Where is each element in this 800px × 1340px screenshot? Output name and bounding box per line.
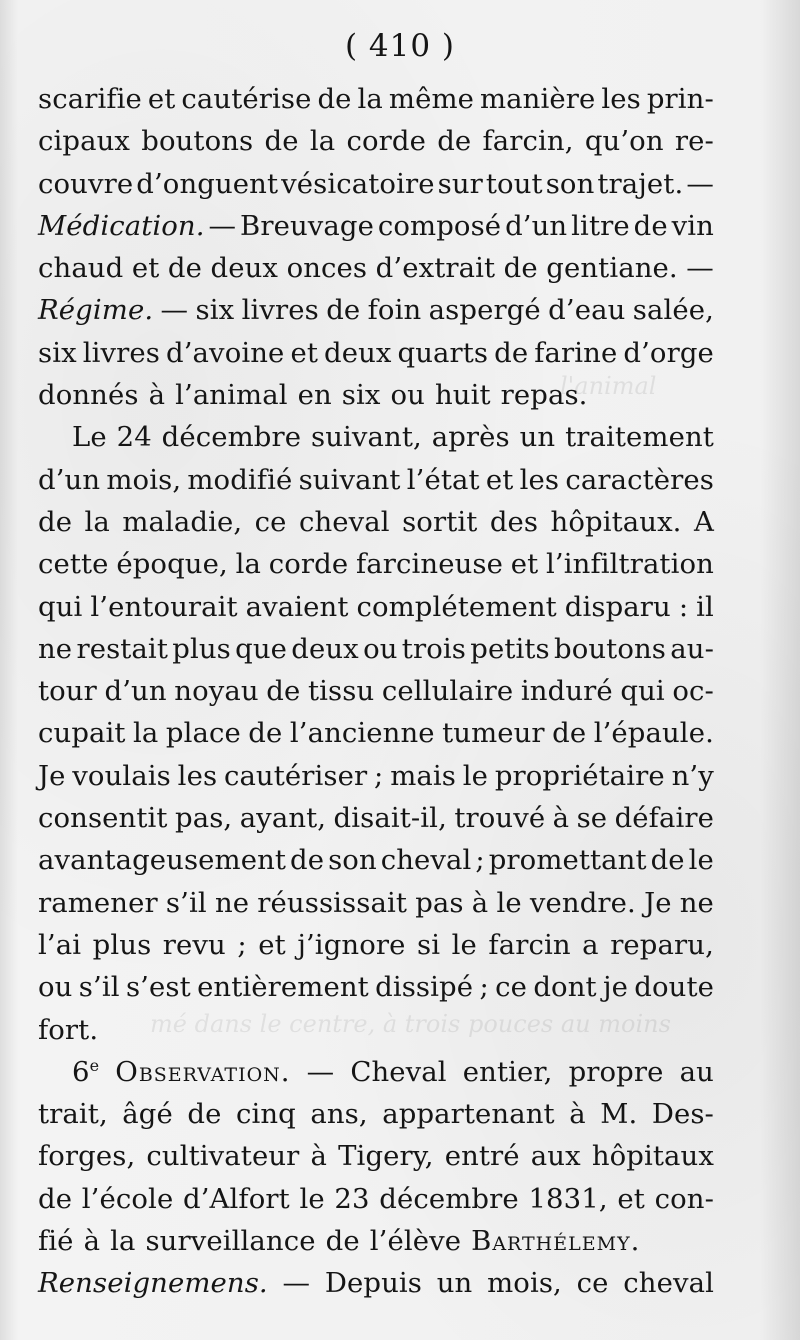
word: entré	[444, 1140, 520, 1173]
word: de	[290, 844, 325, 877]
text-line	[38, 797, 714, 839]
word: d’un	[104, 675, 167, 708]
text-line	[38, 966, 714, 1008]
word: de	[325, 1225, 360, 1258]
word: cheval	[298, 505, 390, 538]
word: époque,	[116, 548, 228, 581]
word: après	[431, 421, 510, 454]
word: décembre	[379, 1182, 519, 1215]
small-caps-text: Observation.	[115, 1055, 291, 1088]
word: M.	[600, 1098, 638, 1131]
word: cheval	[380, 844, 472, 877]
word: six	[38, 336, 77, 369]
word: à	[471, 886, 489, 919]
word: trois	[401, 632, 466, 665]
word: de	[503, 252, 538, 285]
word: décembre	[161, 421, 302, 454]
word: en	[297, 379, 332, 412]
word: plus	[92, 928, 152, 961]
word: ;	[475, 844, 485, 877]
word: ans,	[310, 1098, 368, 1131]
word: Le	[72, 421, 107, 454]
word: l’infiltration	[546, 548, 714, 581]
word: cinq	[235, 1098, 296, 1131]
word: les	[601, 83, 641, 115]
word: boutons	[141, 125, 254, 158]
word: quarts	[397, 336, 489, 369]
word: de	[187, 1098, 222, 1131]
word: pas,	[175, 802, 233, 835]
word: de	[167, 252, 203, 285]
word: cupait	[38, 717, 126, 750]
word: Je	[644, 886, 672, 919]
word: cautérise	[181, 83, 312, 115]
word: fort.	[38, 1013, 99, 1046]
word: traitement	[565, 421, 714, 454]
word: de	[650, 844, 685, 877]
word: boutons	[554, 632, 667, 665]
word: deux	[291, 632, 359, 665]
word: je	[602, 971, 628, 1004]
word: qui	[38, 590, 83, 623]
word: le	[688, 844, 714, 877]
word: forges,	[38, 1140, 136, 1173]
text-line	[38, 1135, 714, 1177]
word: se	[576, 802, 608, 835]
word: si	[417, 928, 441, 961]
word: entier,	[462, 1055, 553, 1088]
text-line	[38, 924, 714, 966]
word: oc-	[672, 675, 714, 708]
word: de	[266, 675, 301, 708]
word: réussissait	[257, 886, 408, 919]
word: l’ancienne	[289, 717, 435, 750]
word: les	[177, 759, 218, 792]
word: pas	[415, 886, 464, 919]
word: reparu,	[610, 928, 714, 961]
word: et	[131, 252, 160, 285]
word: ;	[479, 971, 489, 1004]
word: de	[38, 1182, 73, 1215]
word: l’ai	[38, 928, 82, 961]
word: restait	[76, 632, 168, 665]
word: et	[617, 1182, 645, 1215]
word: s’il	[165, 886, 207, 919]
word: mois,	[487, 1267, 562, 1300]
word: défaire	[614, 802, 714, 835]
word: ramener	[38, 886, 158, 919]
word: induré	[520, 675, 613, 708]
word: —	[208, 209, 237, 242]
word: n’y	[671, 759, 714, 792]
text-line	[38, 1009, 714, 1051]
word: :	[678, 590, 689, 623]
word: corde	[346, 125, 426, 158]
word: et	[147, 83, 176, 115]
word: corde	[268, 548, 349, 581]
word: de	[326, 294, 361, 327]
word: dissipé	[375, 971, 474, 1004]
word: maladie,	[122, 505, 243, 538]
word: la	[357, 83, 383, 115]
word: revu	[162, 928, 226, 961]
word: hôpitaux.	[550, 505, 682, 538]
word: 24	[116, 421, 152, 454]
word: un	[519, 421, 556, 454]
word: qui	[620, 675, 665, 708]
word: de	[38, 505, 73, 538]
word: de	[494, 336, 529, 369]
word: con-	[654, 1182, 714, 1215]
word: caractères	[565, 463, 714, 496]
italic-heading: Renseignemens.	[38, 1267, 268, 1300]
word: tour	[38, 675, 97, 708]
word: prin-	[646, 83, 714, 115]
word: salée,	[632, 294, 714, 327]
text-line	[38, 332, 714, 374]
word: 23	[334, 1182, 370, 1215]
word: à	[552, 802, 570, 835]
word: qu’on	[584, 125, 664, 158]
text-line	[38, 628, 714, 670]
word: farcin,	[482, 125, 574, 158]
word: ce	[576, 1267, 609, 1300]
word: farine	[534, 336, 618, 369]
italic-heading: Médication.	[38, 209, 205, 242]
word: ayant,	[239, 802, 327, 835]
word: farcineuse	[355, 548, 503, 581]
word: ou	[363, 632, 398, 665]
word: s’il	[78, 971, 120, 1004]
text-line	[38, 120, 714, 162]
page-number: ( 410 )	[344, 28, 456, 64]
word: son	[545, 167, 595, 200]
word: de	[633, 209, 668, 242]
word: de	[437, 125, 472, 158]
word: à	[148, 379, 166, 412]
word: composé	[377, 209, 502, 242]
word: âgé	[122, 1098, 173, 1131]
word: —	[282, 1267, 311, 1300]
word: re-	[674, 125, 714, 158]
italic-heading: Régime.	[38, 294, 154, 327]
word: d’extrait	[375, 252, 496, 285]
word: le	[451, 928, 477, 961]
word: Breuvage	[240, 209, 374, 242]
word: ne	[38, 632, 73, 665]
word: d’eau	[548, 294, 626, 327]
text-line	[38, 78, 714, 120]
word: les	[519, 463, 560, 496]
word: propriétaire	[494, 759, 665, 792]
word: la	[309, 125, 336, 158]
word: repas.	[500, 379, 588, 412]
word: la	[110, 1225, 136, 1258]
word: Tigery,	[338, 1140, 434, 1173]
word: place	[165, 717, 241, 750]
word: disait-il,	[333, 802, 447, 835]
word: promettant	[488, 844, 647, 877]
text-line	[38, 289, 714, 331]
word: même	[388, 83, 475, 115]
word: à	[83, 1225, 101, 1258]
word: —	[686, 167, 714, 200]
word: litre	[571, 209, 630, 242]
text-line	[38, 882, 714, 924]
word: six	[195, 294, 235, 327]
show-through-text: l'animal	[560, 372, 657, 400]
text-line	[38, 459, 714, 501]
word: avaient	[245, 590, 349, 623]
word: Cheval	[350, 1055, 447, 1088]
word: gentiane.	[546, 252, 678, 285]
word: scarifie	[38, 83, 142, 115]
word: l’épaule.	[593, 717, 714, 750]
small-caps-text: Barthélemy.	[471, 1225, 641, 1258]
word: manière	[480, 83, 596, 115]
word: fié	[38, 1225, 74, 1258]
word: entièrement	[197, 971, 369, 1004]
word: sur	[437, 167, 483, 200]
word: aspergé	[428, 294, 541, 327]
word: mois,	[106, 463, 182, 496]
text-line	[38, 247, 714, 289]
word: aux	[530, 1140, 581, 1173]
word: le	[496, 886, 522, 919]
word: avantageusement	[38, 844, 287, 877]
show-through-text: mé dans le centre, à trois pouces au moins	[150, 1010, 671, 1038]
word: tissu	[308, 675, 375, 708]
word: suivant	[298, 463, 401, 496]
word: des	[489, 505, 539, 538]
word: et	[258, 928, 286, 961]
word: complétement	[356, 590, 557, 623]
word: A	[693, 505, 714, 538]
text-line	[38, 1093, 714, 1135]
word: Je	[38, 759, 66, 792]
word: surveillance	[145, 1225, 316, 1258]
word: sortit	[402, 505, 478, 538]
word: vendre.	[529, 886, 636, 919]
word: noyau	[174, 675, 259, 708]
text-line	[38, 205, 714, 247]
word: trait,	[38, 1098, 108, 1131]
word: ne	[214, 886, 250, 919]
word: huit	[434, 379, 491, 412]
word: livres	[241, 294, 319, 327]
body-text	[38, 78, 714, 1305]
word: ;	[237, 928, 247, 961]
word: doute	[634, 971, 714, 1004]
word: cipaux	[38, 125, 131, 158]
word: —	[306, 1055, 335, 1088]
word: mais	[390, 759, 456, 792]
text-line	[38, 501, 714, 543]
word: la	[235, 548, 261, 581]
word: trajet.	[597, 167, 684, 200]
word: propre	[568, 1055, 664, 1088]
word: modifié	[187, 463, 293, 496]
word: Depuis	[324, 1267, 423, 1300]
word: à	[569, 1098, 586, 1131]
word: il	[696, 590, 714, 623]
word: d’un	[38, 463, 101, 496]
text-line	[38, 712, 714, 754]
word: —	[686, 252, 714, 285]
word: onces	[286, 252, 368, 285]
word: deux	[324, 336, 392, 369]
word: disparu	[564, 590, 671, 623]
word: le	[462, 759, 489, 792]
word: tout	[485, 167, 543, 200]
word: trouvé	[454, 802, 546, 835]
text-line	[38, 1178, 714, 1220]
text-line	[38, 1220, 714, 1262]
word: appartenant	[382, 1098, 555, 1131]
word: petits	[470, 632, 550, 665]
word: de	[248, 717, 283, 750]
word: donnés	[38, 379, 139, 412]
word: ou	[38, 971, 73, 1004]
word: vin	[671, 209, 714, 242]
text-line	[38, 416, 714, 458]
word: un	[436, 1267, 473, 1300]
word: six	[341, 379, 381, 412]
text-line	[38, 586, 714, 628]
word: ne	[679, 886, 714, 919]
word: voulais	[72, 759, 171, 792]
word: plus	[172, 632, 231, 665]
word: dont	[533, 971, 597, 1004]
word: hôpitaux	[591, 1140, 714, 1173]
word: vésicatoire	[281, 167, 435, 200]
word: chaud	[38, 252, 124, 285]
word: tumeur	[442, 717, 545, 750]
word: livres	[82, 336, 160, 369]
word: consentit	[38, 802, 168, 835]
word: l’état	[406, 463, 480, 496]
word: j’ignore	[297, 928, 406, 961]
text-line	[38, 1262, 714, 1304]
text-line	[38, 163, 714, 205]
word: l’école	[81, 1182, 174, 1215]
word: d’un	[505, 209, 568, 242]
word: la	[133, 717, 159, 750]
word: suivant,	[311, 421, 422, 454]
word: ce	[254, 505, 287, 538]
word: d’Alfort	[183, 1182, 290, 1215]
word: a	[582, 928, 599, 961]
word: d’avoine	[166, 336, 285, 369]
word: le	[299, 1182, 325, 1215]
text-line	[38, 755, 714, 797]
observation-number: 6e	[72, 1055, 100, 1088]
word: au	[679, 1055, 714, 1088]
text-line	[38, 1051, 714, 1093]
word: couvre	[38, 167, 134, 200]
word: cheval	[623, 1267, 714, 1300]
word: au-	[670, 632, 714, 665]
word: ce	[495, 971, 528, 1004]
word: cultivateur	[146, 1140, 300, 1173]
word: foin	[367, 294, 422, 327]
word: Des-	[651, 1098, 714, 1131]
text-line	[38, 839, 714, 881]
word: 6	[72, 1055, 90, 1088]
word: l’élève	[369, 1225, 462, 1258]
word: de	[264, 125, 299, 158]
word: son	[328, 844, 377, 877]
word: d’orge	[623, 336, 714, 369]
word: farcin	[488, 928, 571, 961]
word: cellulaire	[381, 675, 514, 708]
text-line	[38, 543, 714, 585]
word: et	[290, 336, 318, 369]
word: et	[510, 548, 539, 581]
word: et	[485, 463, 514, 496]
word: ;	[374, 759, 384, 792]
word: de	[317, 83, 352, 115]
word: s’est	[125, 971, 191, 1004]
word: d’onguent	[136, 167, 279, 200]
word: l’entourait	[90, 590, 238, 623]
word: —	[160, 294, 189, 327]
word: à	[310, 1140, 327, 1173]
word: que	[235, 632, 288, 665]
word: cautériser	[223, 759, 368, 792]
word: l’animal	[175, 379, 288, 412]
word: la	[84, 505, 110, 538]
word: 1831,	[528, 1182, 608, 1215]
word: deux	[210, 252, 279, 285]
word: de	[552, 717, 587, 750]
word: cette	[38, 548, 109, 581]
text-line	[38, 374, 714, 416]
text-line	[38, 670, 714, 712]
word: ou	[390, 379, 425, 412]
